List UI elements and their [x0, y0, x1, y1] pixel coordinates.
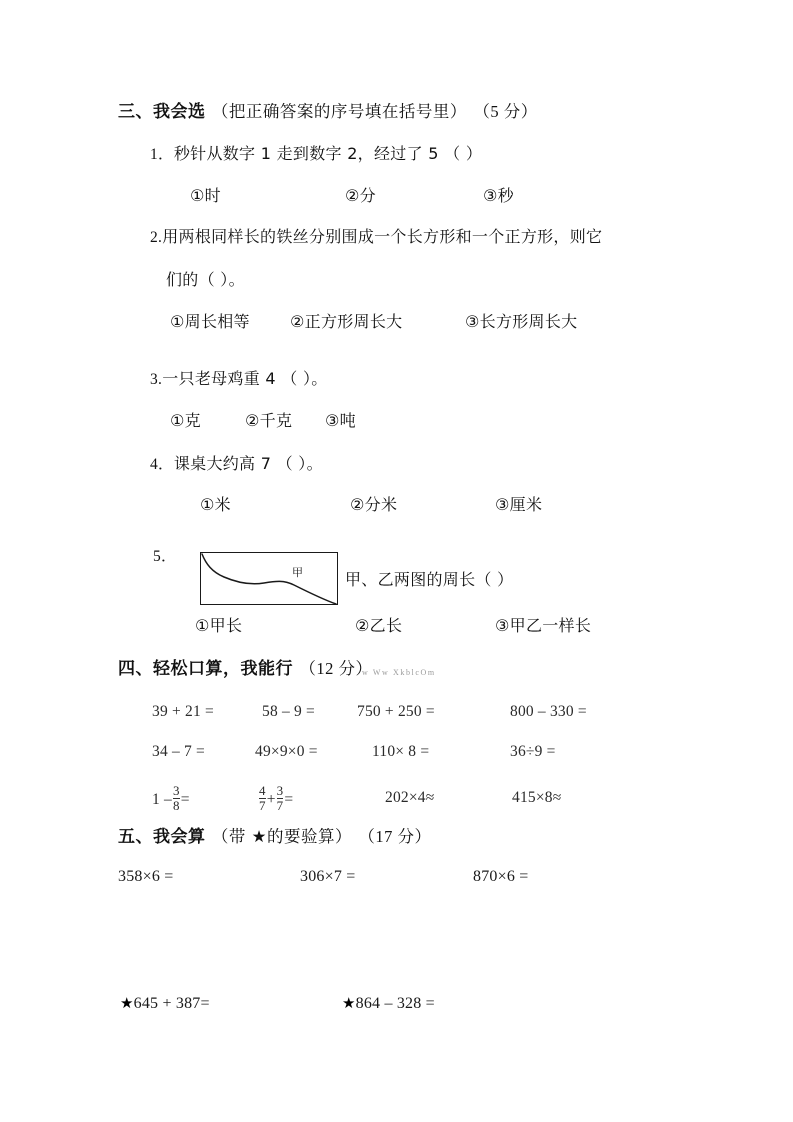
oral-expr-3-2 — [258, 784, 293, 812]
question-5-figure — [200, 552, 338, 605]
question-5-option-2[interactable]: ②乙长 — [355, 616, 403, 635]
oral-expr-2-2: 49×9×0 = — [255, 743, 318, 760]
watermark-text: w Ww XkblcOm — [362, 668, 436, 677]
fraction-numerator: 3 — [172, 783, 180, 798]
oral-expr-3-4: 415×8≈ — [512, 789, 562, 806]
section-four-score: （12 分） — [299, 659, 373, 678]
fraction-three-sevenths — [277, 784, 284, 812]
question-5-option-1[interactable]: ①甲长 — [195, 616, 243, 635]
section-three-title: 我会选 — [153, 102, 206, 122]
oral-expr-1-1: 39 + 21 = — [152, 703, 214, 720]
question-1-option-3[interactable]: ③秒 — [483, 186, 514, 205]
choice-question-2-stem-line1 — [150, 229, 602, 246]
question-2-option-2[interactable]: ②正方形周长大 — [290, 312, 403, 331]
choice-question-4-stem — [150, 456, 323, 473]
oral-expr-3-2-operator: + — [266, 790, 276, 808]
question-1-option-1[interactable]: ①时 — [190, 186, 221, 205]
oral-expr-2-1: 34 – 7 = — [152, 743, 205, 760]
section-three-instruction: （把正确答案的序号填在括号里） — [211, 102, 467, 121]
section-five-instruction: （带 ★的要验算） — [211, 827, 352, 846]
question-3-number: 3. — [150, 371, 163, 388]
star-icon: ★ — [342, 994, 356, 1012]
question-4-option-2[interactable]: ②分米 — [350, 495, 398, 514]
section-five-score: （17 分） — [358, 827, 432, 846]
question-3-option-2[interactable]: ②千克 — [245, 411, 293, 430]
compute-expr-2-1-text: 645 + 387= — [133, 995, 210, 1012]
fraction-four-sevenths — [259, 784, 266, 812]
question-5-number: 5． — [153, 548, 177, 565]
section-five-title: 我会算 — [153, 827, 206, 847]
question-3-option-3[interactable]: ③吨 — [325, 411, 356, 430]
oral-expr-3-2-suffix: = — [284, 790, 294, 808]
oral-expr-1-4: 800 – 330 = — [510, 703, 587, 720]
fraction-numerator: 3 — [276, 783, 284, 798]
question-1-option-2[interactable]: ②分 — [345, 186, 376, 205]
compute-expr-1-2: 306×7 = — [300, 868, 356, 885]
question-2-number: 2. — [150, 229, 163, 246]
section-three-score: （5 分） — [473, 102, 538, 121]
figure-region-label-jia: 甲 — [292, 566, 303, 579]
section-three-number: 三、 — [118, 102, 153, 122]
fraction-denominator: 7 — [259, 797, 266, 813]
section-heading-three — [118, 104, 538, 121]
oral-expr-3-3: 202×4≈ — [385, 789, 435, 806]
star-icon: ★ — [120, 994, 134, 1012]
question-4-option-1[interactable]: ①米 — [200, 495, 231, 514]
question-4-option-3[interactable]: ③厘米 — [495, 495, 543, 514]
question-2-text-line1: 用两根同样长的铁丝分别围成一个长方形和一个正方形，则它 — [162, 227, 603, 246]
question-2-option-3[interactable]: ③长方形周长大 — [465, 312, 578, 331]
figure-dividing-curve — [200, 552, 338, 605]
oral-expr-3-1 — [152, 784, 190, 812]
fraction-three-eighths — [173, 784, 180, 812]
compute-expr-2-2 — [342, 996, 435, 1012]
oral-expr-2-4: 36÷9 = — [510, 743, 556, 760]
oral-expr-1-3: 750 + 250 = — [357, 703, 435, 720]
question-5-text: 甲、乙两图的周长（ ） — [345, 570, 514, 589]
compute-expr-1-1: 358×6 = — [118, 868, 174, 885]
question-4-number: 4． — [150, 456, 174, 473]
section-heading-four — [118, 661, 373, 678]
question-1-text: 秒针从数字 1 走到数字 2，经过了 5 （ ） — [173, 144, 483, 163]
oral-expr-1-2: 58 – 9 = — [262, 703, 315, 720]
fraction-numerator: 4 — [259, 783, 266, 798]
question-5-option-3[interactable]: ③甲乙一样长 — [495, 616, 592, 635]
compute-expr-2-1 — [120, 996, 210, 1012]
section-five-number: 五、 — [118, 827, 153, 847]
question-4-text: 课桌大约高 7 （ ）。 — [173, 454, 323, 473]
choice-question-1-stem — [150, 146, 482, 163]
section-heading-five — [118, 829, 432, 846]
section-four-number: 四、 — [118, 659, 153, 679]
section-four-title: 轻松口算，我能行 — [153, 659, 293, 679]
oral-expr-3-1-prefix: 1 – — [152, 790, 172, 808]
fraction-denominator: 8 — [172, 797, 180, 813]
oral-expr-2-3: 110× 8 = — [372, 743, 430, 760]
choice-question-5-number — [153, 548, 177, 565]
compute-expr-1-3: 870×6 = — [473, 868, 529, 885]
choice-question-3-stem — [150, 371, 328, 388]
question-3-text: 一只老母鸡重 4 （ ）。 — [162, 369, 328, 388]
question-2-option-1[interactable]: ①周长相等 — [170, 312, 250, 331]
oral-expr-3-1-suffix: = — [180, 790, 190, 808]
question-1-number: 1． — [150, 146, 174, 163]
question-3-option-1[interactable]: ①克 — [170, 411, 201, 430]
fraction-denominator: 7 — [276, 797, 284, 813]
compute-expr-2-2-text: 864 – 328 = — [355, 995, 435, 1012]
choice-question-2-stem-line2: 们的（ ）。 — [166, 270, 245, 289]
